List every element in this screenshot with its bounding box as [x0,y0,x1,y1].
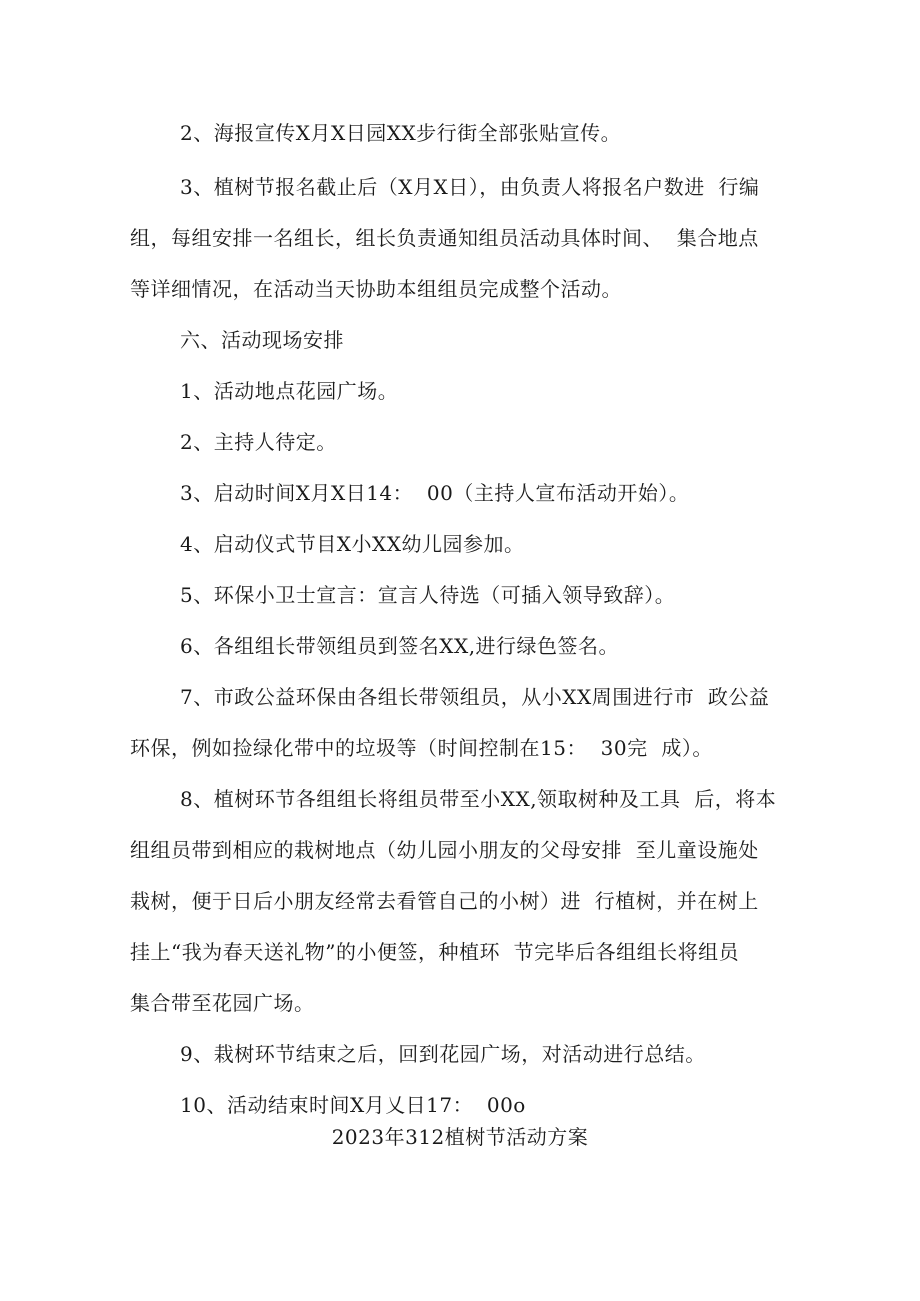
item-ceremony: 4、启动仪式节目X小XX幼儿园参加。 [180,532,525,556]
paragraph-signup-line-1: 3、植树节报名截止后（X月X日），由负责人将报名户数进 行编 [180,175,760,199]
paragraph-poster: 2、海报宣传X月X日园XX步行街全部张贴宣传。 [180,121,622,145]
item-host: 2、主持人待定。 [180,430,337,454]
item-planting-line-2: 组组员带到相应的栽树地点（幼儿园小朋友的父母安排 至儿童设施处 [130,838,759,862]
item-planting-line-5: 集合带至花园广场。 [130,991,315,1015]
item-start-time: 3、启动时间X月X日14： 00（主持人宣布活动开始）。 [180,481,690,505]
paragraph-signup-line-2: 组，每组安排一名组长，组长负责通知组员活动具体时间、 集合地点 [130,226,759,250]
item-declaration: 5、环保小卫士宣言：宣言人待选（可插入领导致辞）。 [180,583,676,607]
paragraph-signup-line-3: 等详细情况，在活动当天协助本组组员完成整个活动。 [130,277,622,301]
item-public-service-line-1: 7、市政公益环保由各组长带领组员，从小XX周围进行市 政公益 [180,685,770,709]
item-summary: 9、栽树环节结束之后，回到花园广场，对活动进行总结。 [180,1042,706,1066]
item-planting-line-3: 栽树，便于日后小朋友经常去看管自己的小树）进 行植树，并在树上 [130,889,759,913]
item-location: 1、活动地点花园广场。 [180,379,399,403]
item-planting-line-1: 8、植树环节各组组长将组员带至小XX,领取树种及工具 后，将本 [180,787,777,811]
item-planting-line-4: 挂上“我为春天送礼物”的小便签，种植环 节完毕后各组组长将组员 [130,940,740,964]
item-public-service-line-2: 环保，例如捡绿化带中的垃圾等（时间控制在15： 30完 成）。 [130,736,713,760]
item-signature: 6、各组组长带领组员到签名XX,进行绿色签名。 [180,634,620,658]
item-end-time: 10、活动结束时间X月乂日17： 00o [180,1093,526,1117]
section-heading-onsite: 六、活动现场安排 [180,328,344,352]
document-title: 2023年312植树节活动方案 [331,1125,589,1149]
